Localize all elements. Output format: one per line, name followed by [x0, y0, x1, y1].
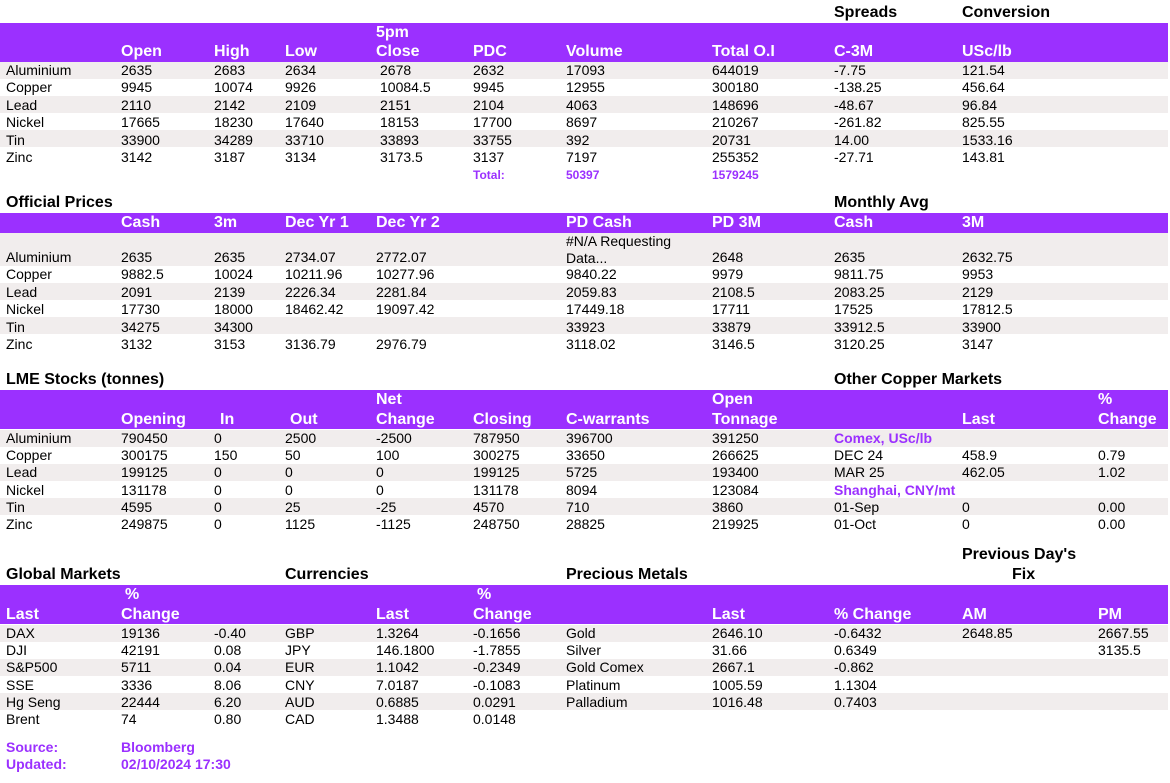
currency-row-pct: -0.2349: [473, 659, 521, 676]
price-row-close: 33893: [380, 131, 419, 148]
official-row-pd-cash: 17449.18: [566, 301, 625, 318]
col-dec-yr1: Dec Yr 1: [285, 214, 349, 231]
price-row-metal: Nickel: [6, 114, 45, 131]
stocks-row-net-change: 0: [376, 481, 384, 498]
official-row-3m: 2635: [214, 249, 246, 265]
col-pct-change: Change: [1098, 411, 1157, 428]
col-total-oi: Total O.I: [712, 43, 775, 60]
stocks-row-in: 0: [214, 498, 222, 515]
stocks-row-closing: 248750: [473, 516, 520, 532]
price-row-volume: 392: [566, 131, 590, 148]
price-row-volume: 17093: [566, 62, 605, 78]
source-label: Source:: [6, 739, 59, 755]
price-row-high: 34289: [214, 131, 253, 148]
market-row-index: Brent: [6, 711, 40, 727]
comex-row-pct: 1.02: [1098, 464, 1126, 481]
market-row-index: DAX: [6, 625, 35, 641]
stocks-row-out: 0: [285, 481, 293, 498]
col-fix-am: AM: [962, 606, 987, 623]
price-row-high: 2142: [214, 96, 246, 113]
price-row-c-3m: -48.67: [834, 96, 874, 113]
official-row-3m: 34300: [214, 318, 253, 335]
precious-row-am: 2648.85: [962, 625, 1013, 641]
col-cur-pct: %: [477, 586, 492, 603]
official-row-pd-3m: 3146.5: [712, 336, 755, 352]
col-cur-change: Change: [473, 606, 532, 623]
monthly-avg-title: Monthly Avg: [834, 194, 929, 211]
stocks-row-net-change: -25: [376, 498, 397, 515]
price-row-total-oi: 255352: [712, 149, 759, 165]
currency-row-currency: AUD: [285, 693, 315, 710]
official-row-dec-yr2: 10277.96: [376, 266, 435, 283]
precious-row-pm: 3135.5: [1098, 642, 1141, 659]
official-row-dec-yr1: 18462.42: [285, 301, 344, 318]
fix-title-1: Previous Day's: [962, 546, 1077, 563]
stocks-row-metal: Aluminium: [6, 430, 72, 446]
precious-row-metal: Palladium: [566, 693, 628, 710]
col-high: High: [214, 43, 250, 60]
col-last: Last: [962, 411, 995, 428]
official-row-cash: 17730: [121, 301, 160, 318]
price-row-c-3m: -27.71: [834, 149, 874, 165]
market-row-last: 74: [121, 711, 137, 727]
official-row-dec-yr1: 2734.07: [285, 249, 336, 265]
price-row-metal: Aluminium: [6, 62, 72, 78]
precious-row-pct: 0.7403: [834, 693, 877, 710]
price-row-open: 2635: [121, 62, 153, 78]
currency-row-currency: GBP: [285, 625, 315, 641]
col-open-t: Open: [712, 391, 753, 408]
stocks-row-closing: 787950: [473, 430, 520, 446]
stocks-row-in: 150: [214, 447, 238, 464]
stocks-row-open-tonnage: 123084: [712, 481, 759, 498]
price-row-pdc: 33755: [473, 131, 512, 148]
market-row-last: 22444: [121, 693, 160, 710]
stocks-row-in: 0: [214, 464, 222, 481]
col-gm-last: Last: [6, 606, 39, 623]
price-row-open: 3142: [121, 149, 153, 165]
shanghai-row-contract: 01-Oct: [834, 516, 877, 533]
currency-row-pct: -1.7855: [473, 642, 521, 659]
stocks-row-out: 50: [285, 447, 301, 464]
price-row-pdc: 2632: [473, 62, 505, 78]
official-row-3m: 2139: [214, 283, 246, 300]
price-row-low: 3134: [285, 149, 317, 165]
official-row-dec-yr1: 3136.79: [285, 336, 336, 352]
global-markets-title: Global Markets: [6, 566, 121, 583]
market-row-index: Hg Seng: [6, 693, 61, 710]
official-row-pd-cash: 3118.02: [566, 336, 616, 352]
price-row-low: 17640: [285, 114, 324, 131]
col-close: Close: [376, 43, 420, 60]
official-row-avg-cash: 2635: [834, 249, 866, 265]
official-row-pd-cash: 9840.22: [566, 266, 617, 283]
col-pdc: PDC: [473, 43, 507, 60]
currency-row-currency: CAD: [285, 711, 315, 727]
updated-value: 02/10/2024 17:30: [121, 756, 231, 772]
official-row-avg-3m: 9953: [962, 266, 994, 283]
official-row-metal: Zinc: [6, 336, 33, 352]
official-row-cash: 34275: [121, 318, 160, 335]
precious-row-pm: 2667.55: [1098, 625, 1149, 641]
col-c-3m: C-3M: [834, 43, 874, 60]
col-pd-3m: PD 3M: [712, 214, 761, 231]
market-row-last: 19136: [121, 625, 160, 641]
precious-row-last: 31.66: [712, 642, 748, 659]
na-line-2: Data...: [566, 250, 608, 266]
currency-row-last: 1.3264: [376, 625, 419, 641]
stocks-row-metal: Copper: [6, 447, 52, 464]
currency-row-last: 7.0187: [376, 676, 419, 693]
official-row-pd-cash: 33923: [566, 318, 605, 335]
col-cash: Cash: [121, 214, 161, 231]
precious-row-metal: Platinum: [566, 676, 621, 693]
official-row-avg-3m: 33900: [962, 318, 1001, 335]
official-row-avg-cash: 3120.25: [834, 336, 885, 352]
precious-row-pct: -0.862: [834, 659, 874, 676]
market-row-index: SSE: [6, 676, 35, 693]
currency-row-pct: 0.0291: [473, 693, 516, 710]
stocks-row-opening: 199125: [121, 464, 168, 481]
official-row-dec-yr2: 2772.07: [376, 249, 427, 265]
market-row-pct: 0.80: [214, 711, 242, 727]
col-fix-pm: PM: [1098, 606, 1122, 623]
na-line-1: #N/A Requesting: [566, 233, 672, 249]
price-row-metal: Copper: [6, 79, 52, 96]
official-row-metal: Copper: [6, 266, 52, 283]
col-avg-cash: Cash: [834, 214, 874, 231]
official-row-pd-3m: 2648: [712, 249, 744, 265]
market-row-pct: 0.08: [214, 642, 242, 659]
stocks-row-metal: Lead: [6, 464, 38, 481]
price-row-c-3m: -138.25: [834, 79, 882, 96]
comex-row-last: 458.9: [962, 447, 998, 463]
currencies-title: Currencies: [285, 566, 369, 583]
precious-row-pct: 1.1304: [834, 676, 877, 693]
col-closing: Closing: [473, 411, 532, 428]
col-net: Net: [376, 391, 402, 408]
official-row-dec-yr1: 10211.96: [285, 266, 343, 283]
stocks-row-net-change: 100: [376, 447, 400, 464]
stocks-row-closing: 300275: [473, 447, 520, 464]
price-row-c-3m: 14.00: [834, 131, 870, 148]
stocks-row-c-warrants: 5725: [566, 464, 598, 481]
stocks-row-out: 25: [285, 498, 301, 515]
market-row-index: DJI: [6, 642, 27, 659]
col-avg-3m: 3M: [962, 214, 985, 231]
stocks-row-metal: Tin: [6, 498, 25, 515]
fix-title-2: Fix: [1012, 566, 1036, 583]
currency-row-last: 1.3488: [376, 711, 419, 727]
comex-row-contract: DEC 24: [834, 447, 884, 463]
official-row-dec-yr2: 19097.42: [376, 301, 435, 318]
precious-row-pct: -0.6432: [834, 625, 882, 641]
shanghai-row-pct: 0.00: [1098, 499, 1126, 515]
price-row-close: 10084.5: [380, 79, 431, 96]
stocks-row-c-warrants: 33650: [566, 447, 605, 464]
price-row-usc-lb: 143.81: [962, 149, 1005, 165]
comex-label: Comex, USc/lb: [834, 430, 933, 446]
price-row-low: 2109: [285, 96, 317, 113]
price-row-total-oi: 148696: [712, 96, 759, 113]
price-row-close: 2678: [380, 62, 412, 78]
precious-row-last: 1005.59: [712, 676, 763, 693]
stocks-row-metal: Nickel: [6, 481, 45, 498]
currency-row-last: 1.1042: [376, 659, 419, 676]
stocks-row-closing: 199125: [473, 464, 520, 481]
col-in: In: [220, 411, 235, 428]
stocks-row-in: 0: [214, 481, 222, 498]
price-row-total-oi: 210267: [712, 114, 759, 131]
currency-row-pct: -0.1656: [473, 625, 521, 641]
price-row-open: 17665: [121, 114, 160, 131]
official-row-metal: Tin: [6, 318, 25, 335]
stocks-row-opening: 131178: [121, 481, 167, 498]
market-row-last: 5711: [121, 659, 152, 676]
col-low: Low: [285, 43, 317, 60]
stocks-row-closing: 4570: [473, 498, 505, 515]
total-oi: 1579245: [712, 168, 759, 182]
market-row-last: 3336: [121, 676, 153, 693]
precious-row-last: 1016.48: [712, 693, 763, 710]
col-opening: Opening: [121, 411, 186, 428]
stocks-row-out: 0: [285, 464, 293, 481]
precious-row-metal: Gold Comex: [566, 659, 644, 676]
price-row-volume: 4063: [566, 96, 598, 113]
stocks-row-c-warrants: 710: [566, 498, 590, 515]
official-row-cash: 2635: [121, 249, 153, 265]
official-row-avg-cash: 33912.5: [834, 318, 885, 335]
col-volume: Volume: [566, 43, 623, 60]
col-c-warrants: C-warrants: [566, 411, 650, 428]
col-pm-change: % Change: [834, 606, 912, 623]
stocks-row-open-tonnage: 3860: [712, 498, 744, 515]
price-row-c-3m: -7.75: [834, 62, 866, 78]
price-row-usc-lb: 1533.16: [962, 131, 1013, 148]
official-row-avg-3m: 3147: [962, 336, 994, 352]
price-row-open: 33900: [121, 131, 160, 148]
shanghai-label: Shanghai, CNY/mt: [834, 482, 956, 498]
stocks-row-opening: 300175: [121, 447, 168, 464]
stocks-row-open-tonnage: 391250: [712, 430, 759, 446]
total-label: Total:: [473, 168, 505, 182]
price-row-metal: Tin: [6, 131, 25, 148]
col-3m: 3m: [214, 214, 238, 231]
col-cur-last: Last: [376, 606, 409, 623]
price-row-usc-lb: 825.55: [962, 114, 1005, 131]
stocks-row-net-change: 0: [376, 464, 384, 481]
official-row-metal: Lead: [6, 283, 38, 300]
currency-row-currency: CNY: [285, 676, 315, 693]
price-row-low: 9926: [285, 79, 317, 96]
price-row-total-oi: 644019: [712, 62, 759, 78]
col-gm-pct: %: [125, 586, 140, 603]
col-gm-change: Change: [121, 606, 180, 623]
total-volume: 50397: [566, 168, 600, 182]
price-row-high: 10074: [214, 79, 253, 96]
price-row-high: 18230: [214, 114, 253, 131]
shanghai-row-pct: 0.00: [1098, 516, 1126, 533]
stocks-row-open-tonnage: 266625: [712, 447, 759, 464]
official-prices-title: Official Prices: [6, 194, 113, 211]
official-row-pd-cash: 2059.83: [566, 283, 617, 300]
precious-row-metal: Silver: [566, 642, 602, 659]
currency-row-last: 0.6885: [376, 693, 419, 710]
price-row-usc-lb: 456.64: [962, 79, 1005, 96]
official-row-avg-3m: 2129: [962, 283, 994, 300]
currency-row-last: 146.1800: [376, 642, 435, 659]
comex-row-pct: 0.79: [1098, 447, 1126, 463]
market-row-index: S&P500: [6, 659, 58, 676]
currency-row-pct: -0.1083: [473, 676, 521, 693]
comex-row-contract: MAR 25: [834, 464, 885, 481]
official-row-pd-3m: 9979: [712, 266, 744, 283]
shanghai-row-last: 0: [962, 499, 970, 515]
stocks-row-opening: 4595: [121, 498, 153, 515]
official-row-3m: 10024: [214, 266, 253, 283]
market-row-pct: 6.20: [214, 693, 242, 710]
price-row-total-oi: 20731: [712, 131, 751, 148]
col-pd-cash: PD Cash: [566, 214, 632, 231]
price-row-volume: 8697: [566, 114, 598, 131]
price-row-open: 9945: [121, 79, 153, 96]
col-pm-last: Last: [712, 606, 745, 623]
price-row-metal: Lead: [6, 96, 38, 113]
price-row-volume: 12955: [566, 79, 605, 96]
stocks-row-net-change: -2500: [376, 430, 412, 446]
price-row-close: 3173.5: [380, 149, 423, 165]
stocks-row-c-warrants: 28825: [566, 516, 605, 532]
source-value: Bloomberg: [121, 739, 195, 755]
stocks-row-opening: 249875: [121, 516, 168, 532]
official-row-cash: 9882.5: [121, 266, 164, 283]
official-row-cash: 2091: [121, 283, 153, 300]
col-5pm: 5pm: [376, 24, 409, 41]
precious-row-last: 2667.1: [712, 659, 755, 676]
col-dec-yr2: Dec Yr 2: [376, 214, 440, 231]
precious-row-last: 2646.10: [712, 625, 763, 641]
col-tonnage: Tonnage: [712, 411, 778, 428]
official-row-metal: Nickel: [6, 301, 45, 318]
col-open: Open: [121, 43, 162, 60]
price-row-high: 3187: [214, 149, 246, 165]
precious-row-pct: 0.6349: [834, 642, 877, 659]
official-row-avg-3m: 2632.75: [962, 249, 1013, 265]
official-row-pd-3m: 17711: [712, 301, 750, 318]
stocks-row-c-warrants: 396700: [566, 430, 613, 446]
stocks-row-out: 2500: [285, 430, 317, 446]
official-row-dec-yr1: 2226.34: [285, 283, 336, 300]
price-row-low: 33710: [285, 131, 324, 148]
stocks-row-closing: 131178: [473, 481, 519, 498]
currency-row-currency: EUR: [285, 659, 315, 676]
price-row-pdc: 17700: [473, 114, 512, 131]
price-row-open: 2110: [121, 96, 152, 113]
stocks-row-c-warrants: 8094: [566, 481, 598, 498]
price-row-metal: Zinc: [6, 149, 33, 165]
official-row-dec-yr2: 2281.84: [376, 283, 427, 300]
official-row-cash: 3132: [121, 336, 153, 352]
official-row-pd-3m: 2108.5: [712, 283, 755, 300]
official-row-pd-3m: 33879: [712, 318, 751, 335]
col-pct: %: [1098, 391, 1113, 408]
official-row-metal: Aluminium: [6, 249, 72, 265]
price-row-pdc: 9945: [473, 79, 505, 96]
market-row-pct: -0.40: [214, 625, 246, 641]
price-row-close: 2151: [380, 96, 412, 113]
market-row-pct: 8.06: [214, 676, 242, 693]
official-row-avg-3m: 17812.5: [962, 301, 1013, 318]
currency-row-currency: JPY: [285, 642, 311, 659]
price-row-volume: 7197: [566, 149, 598, 165]
stocks-row-open-tonnage: 219925: [712, 516, 759, 532]
price-row-low: 2634: [285, 62, 317, 78]
col-net-change: Change: [376, 411, 435, 428]
official-row-avg-cash: 9811.75: [834, 266, 884, 283]
stocks-row-open-tonnage: 193400: [712, 464, 759, 481]
conversion-label: Conversion: [962, 4, 1051, 21]
price-row-usc-lb: 96.84: [962, 96, 998, 113]
col-usc-lb: USc/lb: [962, 43, 1012, 60]
precious-row-metal: Gold: [566, 625, 596, 641]
stocks-row-metal: Zinc: [6, 516, 33, 532]
col-out: Out: [290, 411, 318, 428]
official-row-3m: 18000: [214, 301, 253, 318]
price-row-pdc: 2104: [473, 96, 505, 113]
official-row-3m: 3153: [214, 336, 246, 352]
comex-row-last: 462.05: [962, 464, 1005, 481]
price-row-total-oi: 300180: [712, 79, 759, 96]
precious-metals-title: Precious Metals: [566, 566, 688, 583]
price-row-usc-lb: 121.54: [962, 62, 1005, 78]
other-copper-title: Other Copper Markets: [834, 371, 1003, 388]
market-row-pct: 0.04: [214, 659, 242, 676]
currency-row-pct: 0.0148: [473, 711, 516, 727]
official-row-dec-yr2: 2976.79: [376, 336, 427, 352]
spreads-label: Spreads: [834, 4, 898, 21]
price-row-close: 18153: [380, 114, 419, 131]
stocks-row-in: 0: [214, 430, 222, 446]
shanghai-row-last: 0: [962, 516, 970, 533]
price-row-high: 2683: [214, 62, 246, 78]
official-row-avg-cash: 17525: [834, 301, 873, 318]
stocks-row-net-change: -1125: [376, 516, 411, 532]
price-row-c-3m: -261.82: [834, 114, 882, 131]
stocks-row-in: 0: [214, 516, 222, 532]
shanghai-row-contract: 01-Sep: [834, 499, 880, 515]
price-row-pdc: 3137: [473, 149, 505, 165]
stocks-row-out: 1125: [285, 516, 316, 532]
updated-label: Updated:: [6, 756, 67, 772]
lme-stocks-title: LME Stocks (tonnes): [6, 371, 165, 388]
market-row-last: 42191: [121, 642, 160, 659]
stocks-row-opening: 790450: [121, 430, 168, 446]
official-row-avg-cash: 2083.25: [834, 283, 885, 300]
